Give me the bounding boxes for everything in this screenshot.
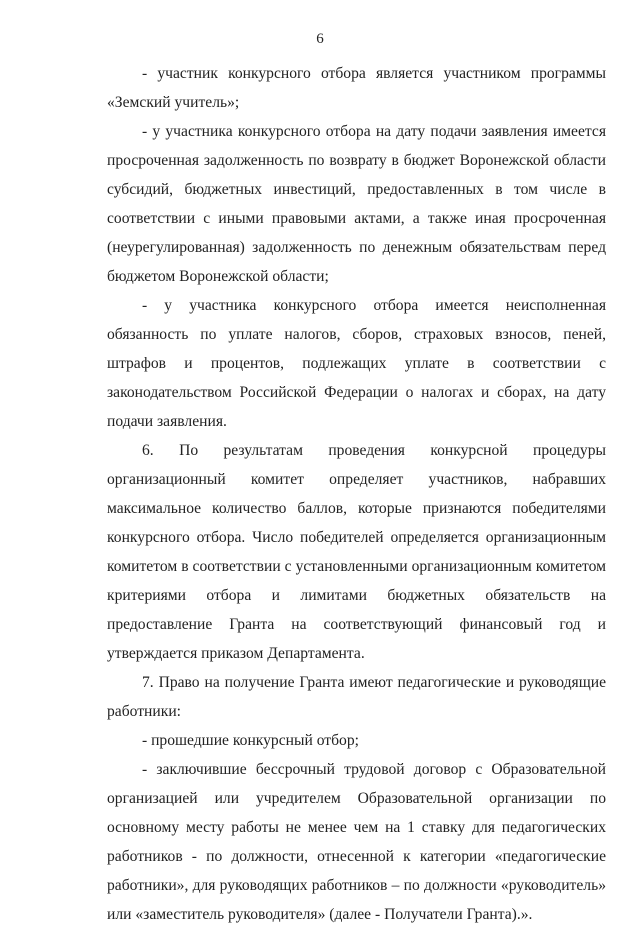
page-number: 6 bbox=[316, 31, 324, 47]
paragraph-budget-debt: - у участника конкурсного отбора на дату подачи заявления имеется просроченная задолженность по возврату в бюджет Воронежской области субсидий, бюджетных инвестиций, предоставленных в том числе в соответствии с иными правовыми актами, а также иная просроченная (неурегулированная) задолженность по денежным обязательствам перед бюджетом Воронежской области; bbox=[107, 123, 606, 285]
document-body bbox=[107, 59, 606, 929]
paragraph-passed-selection: - прошедшие конкурсный отбор; bbox=[142, 732, 359, 749]
paragraph-employment-contract: - заключившие бессрочный трудовой договор с Образовательной организацией или учредителем Образовательной организации по основному месту работы не менее чем на 1 ставку для педагогических работников - по должности, отнесенной к категории «педагогические работники», для руководящих работников – по должности «руководитель» или «заместитель руководителя» (далее - Получатели Гранта).». bbox=[107, 761, 606, 923]
paragraph-item-6-winners: 6. По результатам проведения конкурсной процедуры организационный комитет определяет участников, набравших максимальное количество баллов, которые признаются победителями конкурсного отбора. Число победителей определяется организационным комитетом в соответствии с установленными организационным комитетом критериями отбора и лимитами бюджетных обязательств на предоставление Гранта на соответствующий финансовый год и утверждается приказом Департамента. bbox=[107, 442, 606, 662]
paragraph-zemsky-teacher: - участник конкурсного отбора является участником программы «Земский учитель»; bbox=[107, 65, 606, 111]
paragraph-item-7-eligibility: 7. Право на получение Гранта имеют педагогические и руководящие работники: bbox=[107, 674, 606, 720]
paragraph-tax-obligation: - у участника конкурсного отбора имеется неисполненная обязанность по уплате налогов, сборов, страховых взносов, пеней, штрафов и процентов, подлежащих уплате в соответствии с законодательством Российской Федерации о налогах и сборах, на дату подачи заявления. bbox=[107, 297, 606, 430]
